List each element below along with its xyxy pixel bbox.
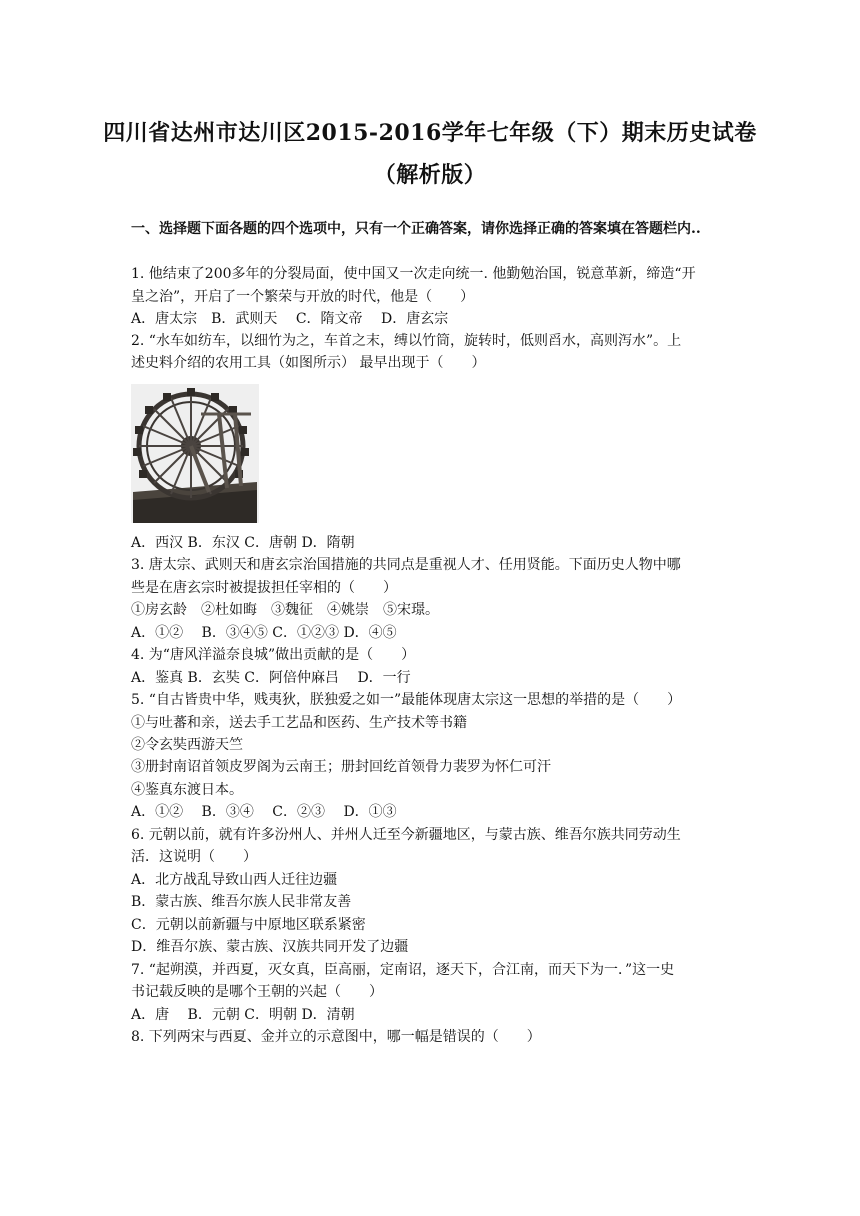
q2-options: A．西汉 B．东汉 C．唐朝 D．隋朝 [131, 535, 355, 551]
q1-stem-line1: 1. 他结束了200多年的分裂局面，使中国又一次走向统一. 他勤勉治国，锐意革新，缔造“开 [131, 266, 696, 282]
q7-options: A．唐 B．元朝 C．明朝 D．清朝 [131, 1007, 355, 1023]
q1-stem-line2: 皇之治”，开启了一个繁荣与开放的时代，他是（ ） [131, 289, 475, 305]
q6-option-b: B．蒙古族、维吾尔族人民非常友善 [131, 894, 352, 910]
q3-stem-line2: 些是在唐玄宗时被提拔担任宰相的（ ） [131, 580, 397, 596]
exam-subtitle: （解析版） [373, 162, 487, 188]
q3-options: A．①② B．③④⑤ C．①②③ D．④⑤ [131, 625, 397, 641]
q8-stem: 8. 下列两宋与西夏、金并立的示意图中，哪一幅是错误的（ ） [131, 1029, 541, 1045]
q5-choice-1: ①与吐蕃和亲，送去手工艺品和医药、生产技术等书籍 [131, 715, 467, 731]
q7-stem-line1: 7. “起朔漠，并西夏，灭女真，臣高丽，定南诏，逐天下，合江南，而天下为一．”这一史 [131, 962, 675, 978]
q5-stem: 5. “自古皆贵中华，贱夷狄，朕独爱之如一”最能体现唐太宗这一思想的举措的是（ ） [131, 692, 682, 708]
q3-choices: ①房玄龄 ②杜如晦 ③魏征 ④姚崇 ⑤宋璟。 [131, 602, 439, 618]
q3-stem-line1: 3. 唐太宗、武则天和唐玄宗治国措施的共同点是重视人才、任用贤能。下面历史人物中哪 [131, 557, 681, 573]
q6-option-c: C．元朝以前新疆与中原地区联系紧密 [131, 917, 366, 933]
q5-options: A．①② B．③④ C．②③ D．①③ [131, 804, 397, 820]
q2-stem-line1: 2. “水车如纺车，以细竹为之，车首之末，缚以竹筒，旋转时，低则舀水，高则泻水”。上 [131, 333, 682, 349]
q5-choice-4: ④鉴真东渡日本。 [131, 782, 243, 798]
q6-stem-line1: 6. 元朝以前，就有许多汾州人、并州人迁至今新疆地区，与蒙古族、维吾尔族共同劳动生 [131, 827, 681, 843]
q2-stem-line2: 述史料介绍的农用工具（如图所示） 最早出现于（ ） [131, 355, 486, 371]
q1-options: A．唐太宗 B．武则天 C．隋文帝 D．唐玄宗 [131, 311, 449, 327]
waterwheel-image [131, 384, 259, 523]
section-heading: 一、选择题下面各题的四个选项中，只有一个正确答案，请你选择正确的答案填在答题栏内.. [131, 221, 701, 237]
q5-choice-2: ②令玄奘西游天竺 [131, 737, 243, 753]
q6-option-d: D．维吾尔族、蒙古族、汉族共同开发了边疆 [131, 939, 409, 955]
q5-choice-3: ③册封南诏首领皮罗阁为云南王；册封回纥首领骨力裴罗为怀仁可汗 [131, 759, 551, 775]
q6-option-a: A．北方战乱导致山西人迁往边疆 [131, 872, 338, 888]
q4-options: A．鉴真 B．玄奘 C．阿倍仲麻吕 D．一行 [131, 670, 411, 686]
q7-stem-line2: 书记载反映的是哪个王朝的兴起（ ） [131, 984, 383, 1000]
q4-stem: 4. 为“唐风洋溢奈良城”做出贡献的是（ ） [131, 647, 416, 663]
exam-title: 四川省达州市达川区2015-2016学年七年级（下）期末历史试卷 [103, 120, 757, 146]
q6-stem-line2: 活．这说明（ ） [131, 849, 257, 865]
